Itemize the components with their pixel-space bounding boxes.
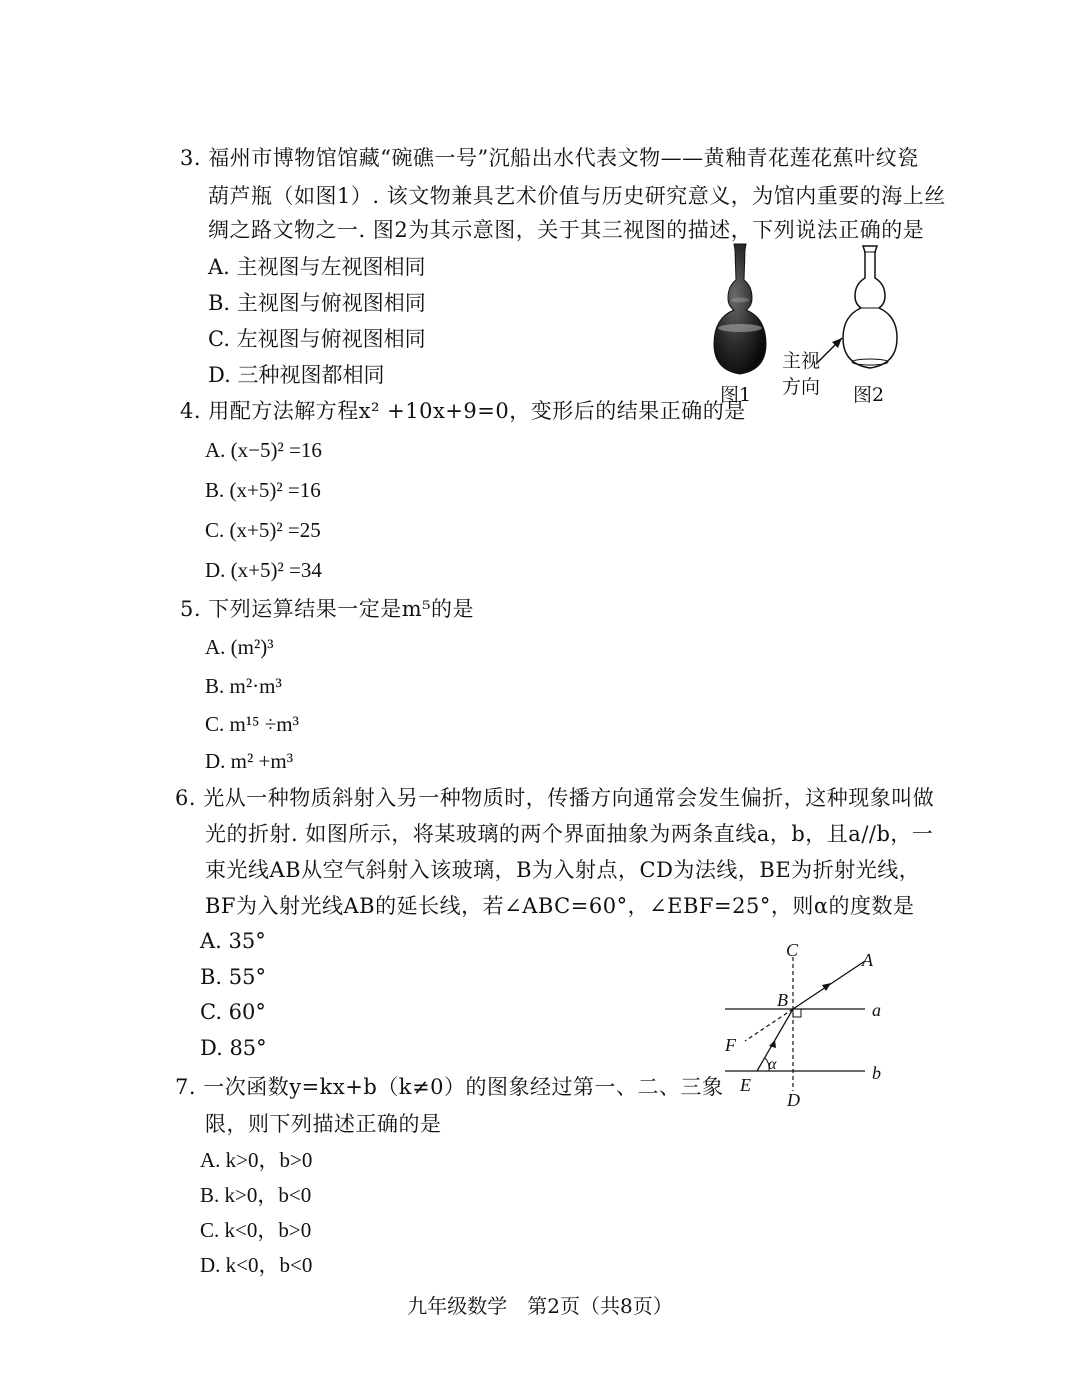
q3-option-d: D. 三种视图都相同 — [208, 363, 385, 387]
q3-line-3: 绸之路文物之一. 图2为其示意图，关于其三视图的描述，下列说法正确的是 — [208, 218, 925, 242]
q7-line-2: 限，则下列描述正确的是 — [205, 1112, 442, 1136]
q3-option-b: B. 主视图与俯视图相同 — [208, 291, 426, 315]
vase-photo-figure — [700, 240, 780, 380]
view-direction-label-2: 方向 — [782, 376, 821, 398]
q4-option-b: B. (x+5)² =16 — [205, 478, 321, 502]
q6-option-d: D. 85° — [200, 1036, 267, 1060]
figure-1-label: 图1 — [720, 384, 752, 406]
q6-option-c: C. 60° — [200, 1000, 266, 1024]
q4-option-a: A. (x−5)² =16 — [205, 438, 322, 462]
q4-stem: 4. 用配方法解方程x² +10x+9=0，变形后的结果正确的是 — [180, 399, 746, 423]
page-footer: 九年级数学 第2页（共8页） — [407, 1294, 673, 1318]
label-e: E — [740, 1075, 751, 1095]
q5-option-b: B. m²·m³ — [205, 674, 282, 698]
q7-line-1: 7. 一次函数y=kx+b（k≠0）的图象经过第一、二、三象 — [175, 1075, 724, 1099]
figure-2-label: 图2 — [853, 384, 885, 406]
q6-option-b: B. 55° — [200, 965, 267, 989]
label-a-point: A — [862, 950, 873, 970]
label-line-b: b — [872, 1063, 881, 1083]
label-b-point: B — [777, 990, 788, 1010]
q7-option-d: D. k<0，b<0 — [200, 1253, 313, 1277]
label-c: C — [786, 940, 799, 960]
q4-option-d: D. (x+5)² =34 — [205, 558, 322, 582]
label-alpha: α — [768, 1056, 777, 1073]
vase-outline-figure — [835, 240, 905, 380]
label-d: D — [787, 1090, 800, 1110]
q6-line-2: 光的折射. 如图所示，将某玻璃的两个界面抽象为两条直线a，b，且a//b，一 — [205, 822, 934, 846]
q5-option-d: D. m² +m³ — [205, 749, 294, 773]
q3-line-2: 葫芦瓶（如图1）. 该文物兼具艺术价值与历史研究意义，为馆内重要的海上丝 — [208, 184, 946, 208]
q6-line-1: 6. 光从一种物质斜射入另一种物质时，传播方向通常会发生偏折，这种现象叫做 — [175, 786, 935, 810]
q5-option-a: A. (m²)³ — [205, 635, 274, 659]
q7-option-c: C. k<0，b>0 — [200, 1218, 312, 1242]
q7-option-b: B. k>0，b<0 — [200, 1183, 312, 1207]
q3-line-1: 3. 福州市博物馆馆藏“碗礁一号”沉船出水代表文物——黄釉青花莲花蕉叶纹瓷 — [180, 146, 919, 170]
q6-option-a: A. 35° — [200, 929, 266, 953]
q4-option-c: C. (x+5)² =25 — [205, 518, 321, 542]
q6-line-3: 束光线AB从空气斜射入该玻璃，B为入射点，CD为法线，BE为折射光线， — [205, 858, 921, 882]
q6-line-4: BF为入射光线AB的延长线，若∠ABC=60°，∠EBF=25°，则α的度数是 — [205, 894, 915, 918]
q7-option-a: A. k>0，b>0 — [200, 1148, 313, 1172]
q5-stem: 5. 下列运算结果一定是m⁵的是 — [180, 597, 475, 621]
view-direction-label-1: 主视 — [782, 350, 821, 372]
q5-option-c: C. m¹⁵ ÷m³ — [205, 712, 299, 736]
q3-option-a: A. 主视图与左视图相同 — [208, 255, 426, 279]
label-f: F — [725, 1035, 736, 1055]
q3-option-c: C. 左视图与俯视图相同 — [208, 327, 426, 351]
label-line-a: a — [872, 1000, 881, 1020]
